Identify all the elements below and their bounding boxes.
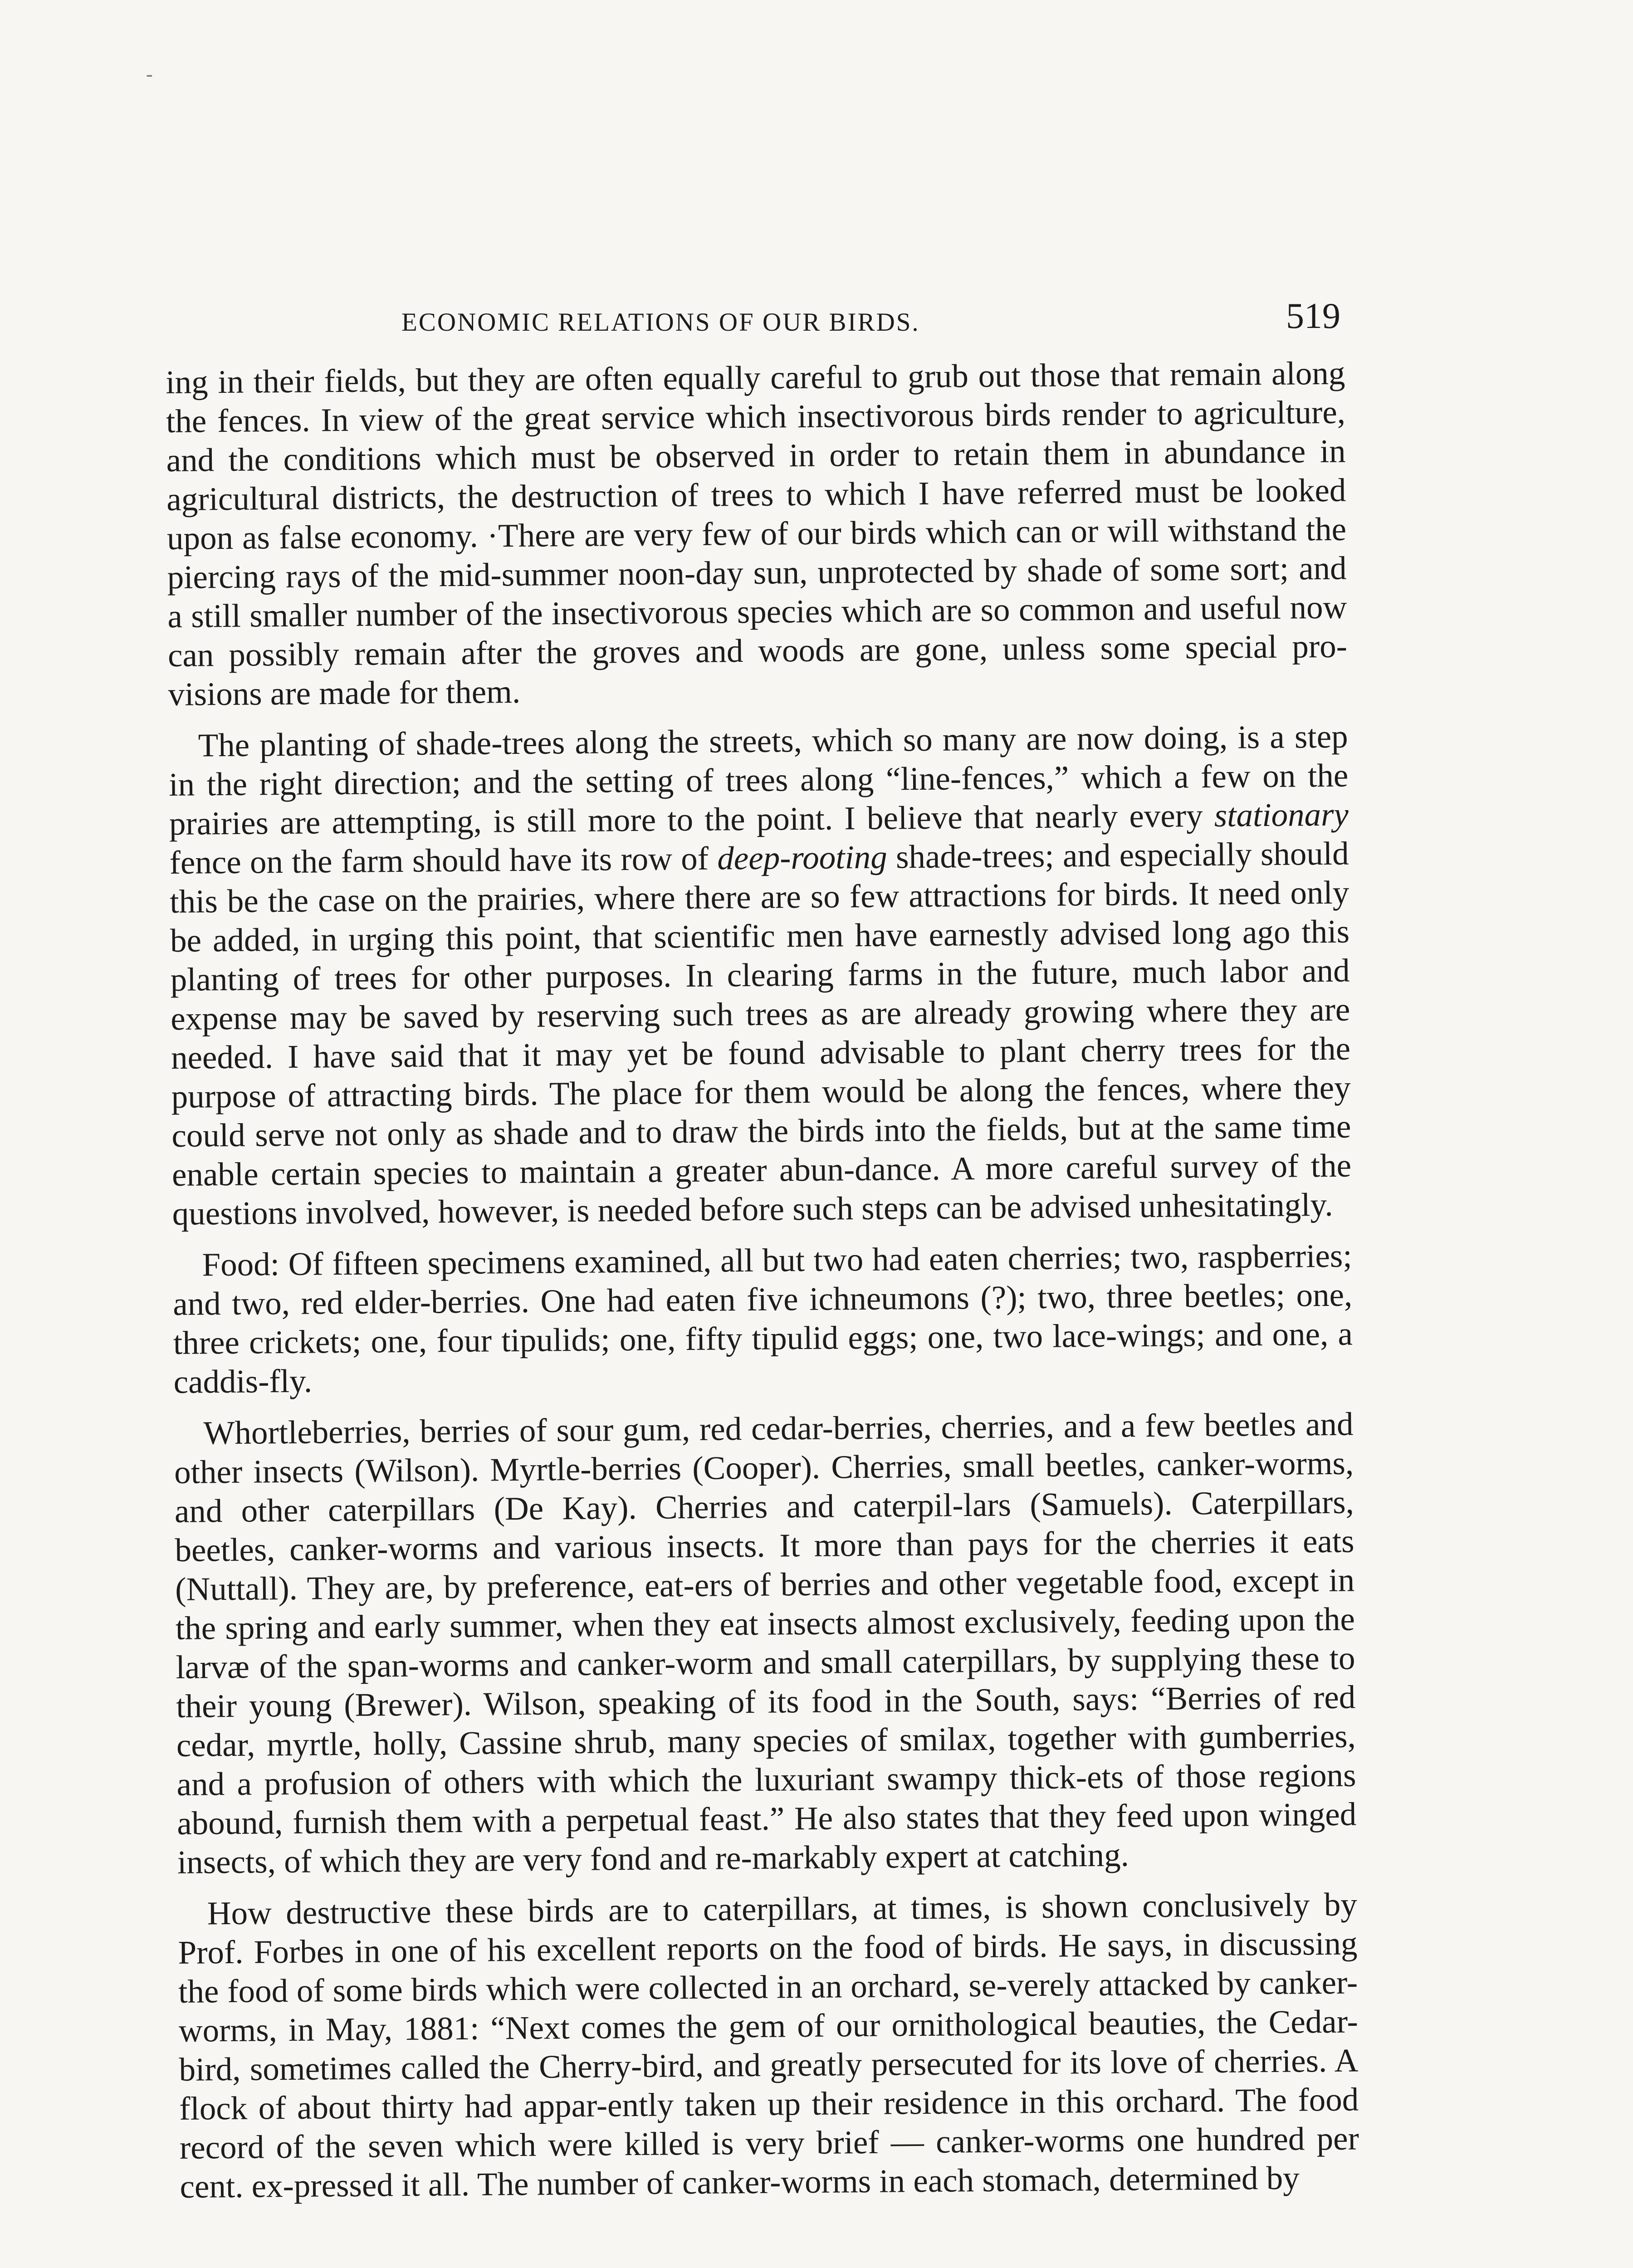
paragraph-2-text-a: The planting of shade-trees along the streets, which so many are now doing, is a step in the right direction; and the setting of trees along “line-fences,” which a few on the prairies are attempting, is still more to the point. I believe that nearly every bbox=[168, 718, 1349, 842]
running-head bbox=[166, 290, 1340, 336]
paragraph-1: ing in their fields, but they are often equally careful to grub out those that remain along the fences. In view of the great service which insectivorous birds render to agriculture, and the conditions which must be observed in order to retain them in abundance in agricultural districts, the destruction of trees to which I have referred must be looked upon as false economy. ·There are very few of our birds which can or will withstand the piercing rays of the mid-summer noon-day sun, unprotected by shade of some sort; and a still smaller number of the insectivorous species which are so common and useful now can possibly remain after the groves and woods are gone, unless some special pro-visions are made for them. bbox=[166, 354, 1348, 713]
paragraph-2-text-c: shade-trees; and especially should this be the case on the prairies, where there are so few attractions for birds. It need only be added, in urging this point, that scientific men have earnestly advised long ago this planting of trees for other purposes. In clearing farms in the future, much labor and expense may be saved by reserving such trees as are already growing where they are needed. I have said that it may yet be found advisable to plant cherry trees for the purpose of attracting birds. The place for them would be along the fences, where they could serve not only as shade and to draw the birds into the fields, but at the same time enable certain species to maintain a greater abun-dance. A more careful survey of the questions involved, however, is needed before such steps can be advised unhesitatingly. bbox=[170, 835, 1352, 1232]
margin-mark: - bbox=[146, 63, 153, 85]
paragraph-2 bbox=[168, 717, 1352, 1233]
paragraph-4: Whortleberries, berries of sour gum, red cedar-berries, cherries, and a few beetles and other insects (Wilson). Myrtle-berries (Cooper). Cherries, small beetles, canker-worms, and other caterpillars (De Kay). Cherries and caterpil-lars (Samuels). Caterpillars, beetles, canker-worms and various insects. It more than pays for the cherries it eats (Nuttall). They are, by preference, eat-ers of berries and other vegetable food, except in the spring and early summer, when they eat insects almost exclusively, feeding upon the larvæ of the span-worms and canker-worm and small caterpillars, by supplying these to their young (Brewer). Wilson, speaking of its food in the South, says: “Berries of red cedar, myrtle, holly, Cassine shrub, many species of smilax, together with gumberries, and a profusion of others with which the luxuriant swampy thick-ets of those regions abound, furnish them with a perpetual feast.” He also states that they feed upon winged insects, of which they are very fond and re-markably expert at catching. bbox=[174, 1405, 1357, 1881]
running-title: ECONOMIC RELATIONS OF OUR BIRDS. bbox=[401, 308, 920, 337]
emphasis-stationary: stationary bbox=[1214, 796, 1349, 834]
paragraph-3: Food: Of fifteen specimens examined, all but two had eaten cherries; two, raspberries; and two, red elder-berries. One had eaten five ichneumons (?); two, three beetles; one, three crickets; one, four tipulids; one, fifty tipulid eggs; one, two lace-wings; and one, a caddis-fly. bbox=[172, 1237, 1353, 1400]
paragraph-5: How destructive these birds are to caterpillars, at times, is shown conclusively by Prof. Forbes in one of his excellent reports on the food of birds. He says, in discussing the food of some birds which were collected in an orchard, se-verely attacked by canker-worms, in May, 1881: “Next comes the gem of our ornithological beauties, the Cedar-bird, sometimes called the Cherry-bird, and greatly persecuted for its love of cherries. A flock of about thirty had appar-ently taken up their residence in this orchard. The food record of the seven which were killed is very brief — canker-worms one hundred per cent. ex-pressed it all. The number of canker-worms in each stomach, determined by bbox=[178, 1886, 1359, 2205]
body-text bbox=[166, 354, 1359, 2219]
page-number: 519 bbox=[1286, 296, 1340, 336]
emphasis-deep-rooting: deep-rooting bbox=[717, 838, 888, 877]
paragraph-2-text-b: fence on the farm should have its row of bbox=[169, 840, 718, 881]
